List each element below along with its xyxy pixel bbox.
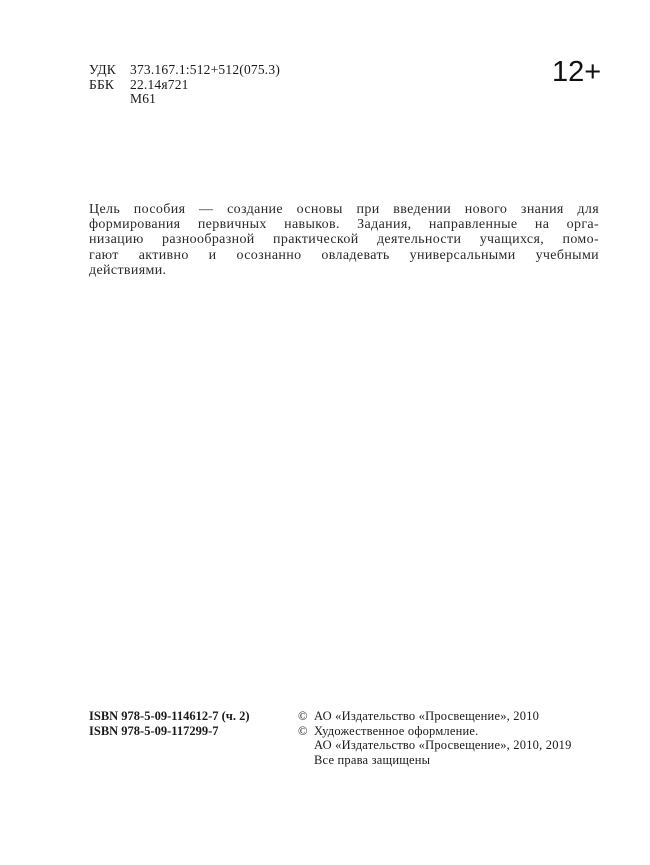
bbk-row	[89, 78, 280, 93]
copyright-icon: ©	[298, 723, 308, 738]
copyright-line: © АО «Издательство «Просвещение», 2010	[298, 709, 540, 723]
isbn-part: ISBN 978-5-09-114612-7 (ч. 2)	[89, 709, 250, 723]
isbn-set: ISBN 978-5-09-117299-7	[89, 723, 219, 738]
abstract-line: низацию разнообразной практической деятельности учащихся, помо-	[89, 232, 599, 248]
author-mark-row	[89, 92, 280, 107]
copyright-line: © Художественное оформление.	[298, 723, 479, 738]
author-mark: М61	[130, 91, 157, 106]
abstract-line: Цель пособия — создание основы при введении нового знания для	[89, 202, 599, 217]
bbk-label: ББК	[89, 76, 115, 92]
abstract-paragraph	[89, 202, 599, 278]
abstract-line: действиями.	[89, 262, 167, 278]
abstract-line: формирования первичных навыков. Задания, направленные на орга-	[89, 217, 599, 233]
copyright-icon: ©	[298, 709, 308, 723]
udk-value: 373.167.1:512+512(075.3)	[130, 62, 281, 77]
udk-row	[89, 63, 280, 78]
abstract-line: гают активно и осознанно овладевать универсальными учебными	[89, 247, 599, 263]
udk-label: УДК	[89, 62, 117, 77]
isbn-block	[89, 709, 250, 738]
rights-reserved: Все права защищены	[314, 752, 431, 767]
age-rating: 12+	[552, 56, 602, 88]
copyright-line: АО «Издательство «Просвещение», 2010, 2019	[314, 738, 572, 752]
classification-codes	[89, 63, 280, 107]
bbk-value: 22.14я721	[130, 76, 189, 92]
copyright-block	[298, 709, 572, 767]
